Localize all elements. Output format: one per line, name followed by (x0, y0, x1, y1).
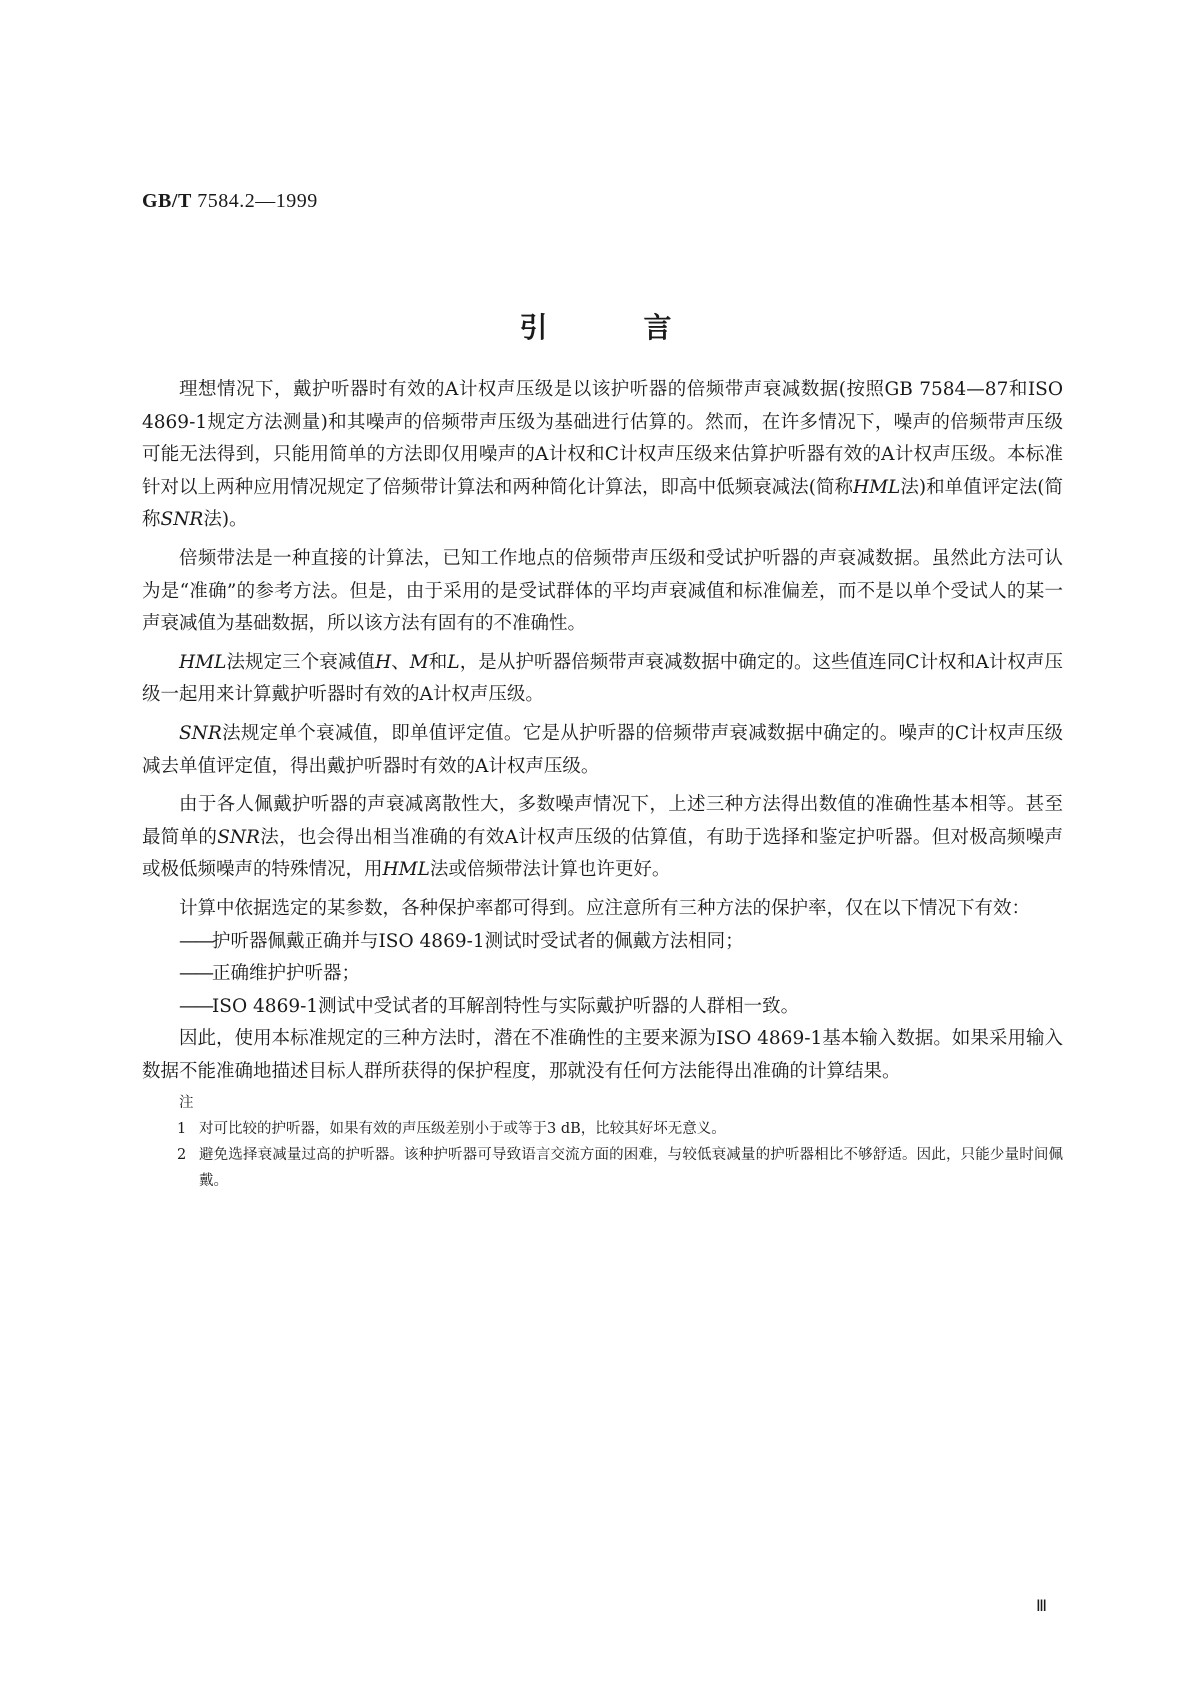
page-title: 引言 (519, 311, 768, 344)
note-number: 2 (177, 1147, 187, 1164)
paragraph-4: SNR法规定单个衰减值，即单值评定值。它是从护听器的倍频带声衰减数据中确定的。噪声的C计权声压级减去单值评定值，得出戴护听器时有效的A计权声压级。 (142, 722, 1063, 777)
paragraph-3: HML法规定三个衰减值H、M和L，是从护听器倍频带声衰减数据中确定的。这些值连同C计权和A计权声压级一起用来计算戴护听器时有效的A计权声压级。 (142, 651, 1063, 706)
list-item: ——护听器佩戴正确并与ISO 4869-1测试时受试者的佩戴方法相同； (179, 930, 744, 952)
document-body (142, 374, 1063, 1194)
note-text: 对可比较的护听器，如果有效的声压级差别小于或等于3 dB，比较其好坏无意义。 (199, 1121, 726, 1138)
notes-section (142, 1090, 1063, 1194)
paragraph-1: 理想情况下，戴护听器时有效的A计权声压级是以该护听器的倍频带声衰减数据(按照GB 7584—87和ISO 4869-1规定方法测量)和其噪声的倍频带声压级为基础进行估算的。然而，在许多情况下，噪声的倍频带声压级可能无法得到，只能用简单的方法即仅用噪声的A计权和C计权声压级来估算护听器有效的A计权声压级。本标准针对以上两种应用情况规定了倍频带计算法和两种简化计算法，即高中低频衰减法(简称HML法)和单值评定法(简称SNR法)。 (142, 379, 1063, 531)
paragraph-2: 倍频带法是一种直接的计算法，已知工作地点的倍频带声压级和受试护听器的声衰减数据。虽然此方法可认为是“准确”的参考方法。但是，由于采用的是受试群体的平均声衰减值和标准偏差，而不是以单个受试人的某一声衰减值为基础数据，所以该方法有固有的不准确性。 (142, 547, 1063, 635)
paragraph-5: 由于各人佩戴护听器的声衰减离散性大，多数噪声情况下，上述三种方法得出数值的准确性基本相等。甚至最简单的SNR法，也会得出相当准确的有效A计权声压级的估算值，有助于选择和鉴定护听器。但对极高频噪声或极低频噪声的特殊情况，用HML法或倍频带法计算也许更好。 (142, 794, 1063, 881)
note-item (142, 1116, 1063, 1142)
standard-prefix: GB/T (142, 190, 192, 212)
paragraph-6: 计算中依据选定的某参数，各种保护率都可得到。应注意所有三种方法的保护率，仅在以下情况下有效： (179, 897, 1031, 919)
list-item: ——正确维护护听器； (179, 963, 361, 985)
standard-number (142, 190, 318, 213)
note-number: 1 (177, 1121, 187, 1138)
note-text: 避免选择衰减量过高的护听器。该种护听器可导致语言交流方面的困难，与较低衰减量的护听器相比不够舒适。因此，只能少量时间佩戴。 (199, 1147, 1063, 1190)
note-item (142, 1142, 1063, 1194)
standard-code: 7584.2—1999 (191, 190, 318, 212)
notes-heading: 注 (179, 1095, 194, 1112)
paragraph-7: 因此，使用本标准规定的三种方法时，潜在不准确性的主要来源为ISO 4869-1基本输入数据。如果采用输入数据不能准确地描述目标人群所获得的保护程度，那就没有任何方法能得出准确的计算结果。 (142, 1028, 1063, 1082)
page-number: Ⅲ (1036, 1598, 1048, 1615)
list-item: ——ISO 4869-1测试中受试者的耳解剖特性与实际戴护听器的人群相一致。 (179, 995, 800, 1017)
